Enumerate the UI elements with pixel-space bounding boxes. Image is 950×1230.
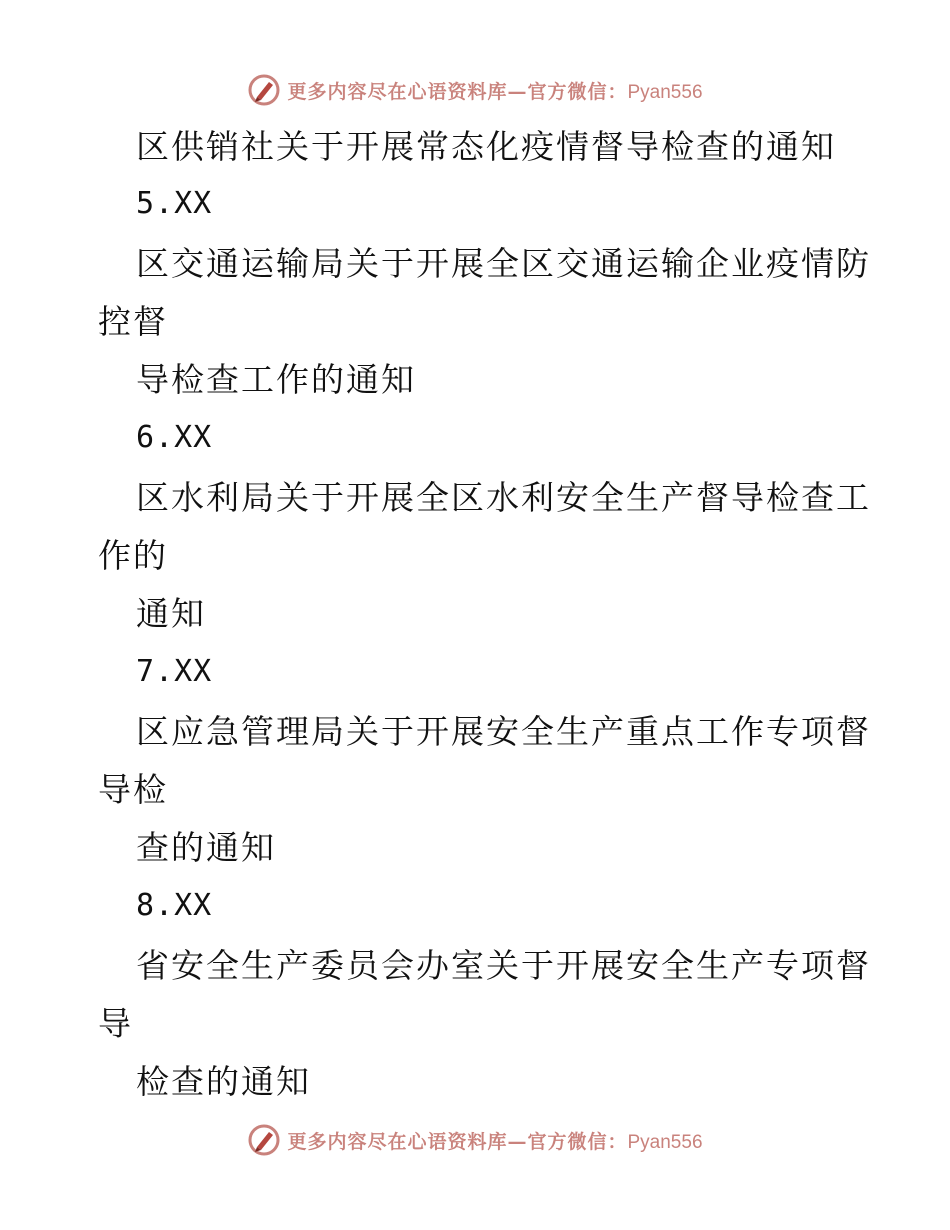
item-number: 6.XX (136, 420, 213, 455)
text-line: 作的 (98, 536, 168, 575)
text-line: 省安全生产委员会办室关于开展安全生产专项督 (136, 946, 871, 985)
watermark-text: 更多内容尽在心语资料库—官方微信：Pyan556 (287, 80, 703, 103)
text-line: 导 (98, 1004, 133, 1043)
text-line: 检查的通知 (136, 1062, 311, 1101)
item-number: 7.XX (136, 654, 213, 689)
watermark-text: 更多内容尽在心语资料库—官方微信：Pyan556 (287, 1130, 703, 1153)
pen-logo-icon (247, 1123, 281, 1157)
item-number: 8.XX (136, 888, 213, 923)
text-line: 区水利局关于开展全区水利安全生产督导检查工 (136, 478, 871, 517)
pen-logo-icon (247, 73, 281, 107)
text-line: 导检查工作的通知 (136, 360, 416, 399)
text-line: 查的通知 (136, 828, 276, 867)
text-line: 控督 (98, 302, 168, 341)
header-watermark (0, 70, 950, 110)
footer-watermark (0, 1120, 950, 1160)
text-line: 导检 (98, 770, 168, 809)
text-line: 区供销社关于开展常态化疫情督导检查的通知 (136, 127, 836, 166)
text-line: 区应急管理局关于开展安全生产重点工作专项督 (136, 712, 871, 751)
text-line: 区交通运输局关于开展全区交通运输企业疫情防 (136, 244, 871, 283)
text-line: 通知 (136, 594, 206, 633)
item-number: 5.XX (136, 186, 213, 221)
